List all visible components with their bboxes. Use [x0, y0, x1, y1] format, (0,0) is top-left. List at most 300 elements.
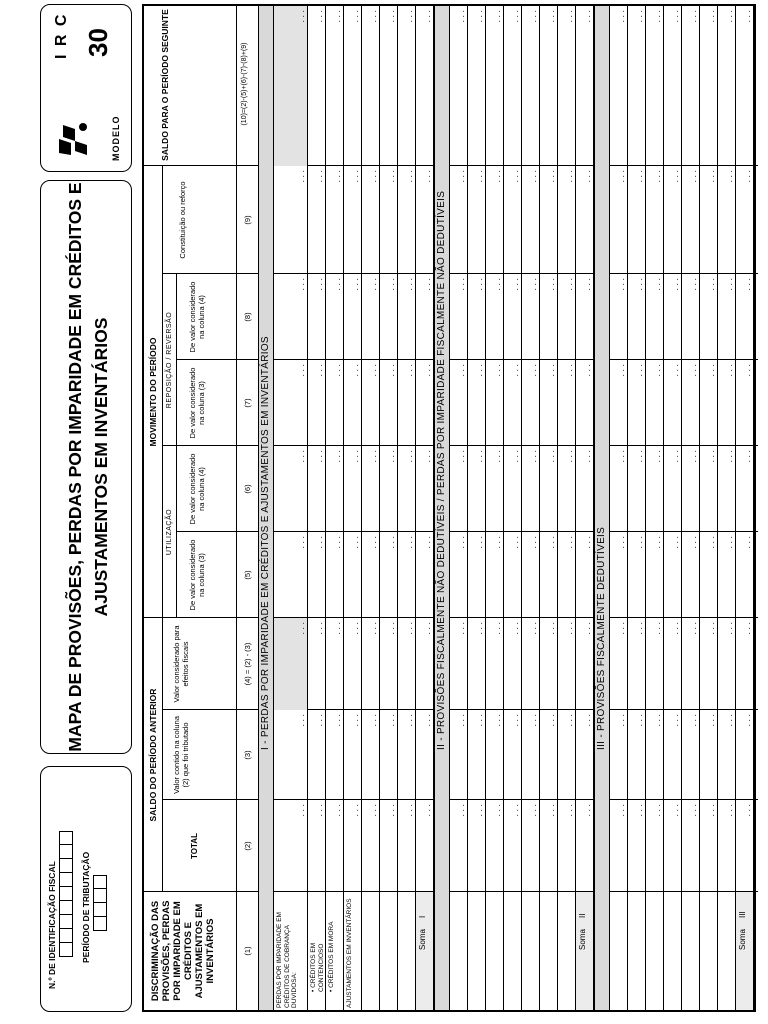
dot-leader: . . .	[456, 804, 466, 817]
input-cell[interactable]	[558, 448, 575, 530]
input-cell[interactable]	[344, 168, 361, 272]
input-cell[interactable]	[576, 168, 593, 272]
dot-leader: . . .	[350, 714, 360, 727]
input-cell[interactable]	[380, 168, 397, 272]
dot-leader: . . .	[652, 536, 662, 549]
input-cell[interactable]	[326, 8, 343, 164]
input-cell[interactable]	[380, 620, 397, 708]
input-cell[interactable]	[468, 168, 485, 272]
num3: (3)	[243, 750, 252, 760]
input-cell[interactable]	[610, 168, 627, 272]
input-cell[interactable]	[486, 712, 503, 798]
input-cell[interactable]	[610, 8, 627, 164]
dot-leader: . . .	[296, 364, 306, 377]
dot-leader: . . .	[404, 278, 414, 291]
dot-leader: . . .	[332, 536, 342, 549]
input-cell[interactable]	[504, 362, 521, 444]
input-cell[interactable]	[610, 276, 627, 358]
col7-header: De valor considerado na coluna (3)	[188, 367, 206, 439]
input-cell[interactable]	[558, 712, 575, 798]
input-cell[interactable]	[576, 8, 593, 164]
input-cell[interactable]	[326, 448, 343, 530]
input-cell[interactable]	[362, 448, 379, 530]
input-cell[interactable]	[486, 8, 503, 164]
input-cell[interactable]	[664, 620, 681, 708]
input-cell[interactable]	[540, 802, 557, 890]
nif-cells[interactable]	[59, 831, 73, 957]
input-cell[interactable]	[646, 712, 663, 798]
dot-leader: . . .	[742, 450, 752, 463]
input-cell[interactable]	[700, 168, 717, 272]
input-cell[interactable]	[486, 802, 503, 890]
input-cell[interactable]	[326, 168, 343, 272]
table-row	[362, 6, 380, 1010]
input-cell[interactable]	[504, 534, 521, 616]
input-cell[interactable]	[628, 802, 645, 890]
input-cell[interactable]	[540, 276, 557, 358]
input-cell[interactable]	[682, 712, 699, 798]
input-cell[interactable]	[344, 534, 361, 616]
input-cell[interactable]	[558, 620, 575, 708]
input-cell[interactable]	[736, 276, 753, 358]
input-cell[interactable]	[468, 620, 485, 708]
main-table	[142, 4, 756, 1012]
input-cell[interactable]	[522, 620, 539, 708]
input-cell[interactable]	[682, 362, 699, 444]
dot-leader: . . .	[546, 804, 556, 817]
input-cell[interactable]	[718, 8, 735, 164]
input-cell[interactable]	[646, 534, 663, 616]
input-cell[interactable]	[344, 802, 361, 890]
input-cell[interactable]	[274, 712, 307, 798]
input-cell[interactable]	[380, 448, 397, 530]
dot-leader: . . .	[652, 450, 662, 463]
input-cell[interactable]	[504, 802, 521, 890]
dot-leader: . . .	[688, 622, 698, 635]
input-cell[interactable]	[558, 534, 575, 616]
input-cell[interactable]	[522, 362, 539, 444]
input-cell[interactable]	[450, 448, 467, 530]
dot-leader: . . .	[422, 170, 432, 183]
input-cell[interactable]	[576, 802, 593, 890]
dot-leader: . . .	[742, 278, 752, 291]
soma-label: Soma	[738, 929, 747, 950]
input-cell[interactable]	[326, 534, 343, 616]
input-cell[interactable]	[416, 534, 433, 616]
dot-leader: . . .	[724, 622, 734, 635]
input-cell[interactable]	[308, 8, 325, 164]
dot-leader: . . .	[582, 804, 592, 817]
input-cell[interactable]	[664, 362, 681, 444]
dot-leader: . . .	[296, 10, 306, 23]
input-cell[interactable]	[416, 276, 433, 358]
dot-leader: . . .	[332, 804, 342, 817]
input-cell[interactable]	[682, 620, 699, 708]
input-cell[interactable]	[558, 802, 575, 890]
input-cell[interactable]	[326, 802, 343, 890]
input-cell[interactable]	[504, 620, 521, 708]
input-cell[interactable]	[558, 362, 575, 444]
input-cell[interactable]	[522, 534, 539, 616]
input-cell[interactable]	[646, 620, 663, 708]
input-cell[interactable]	[504, 168, 521, 272]
input-cell[interactable]	[398, 8, 415, 164]
input-cell[interactable]	[628, 362, 645, 444]
input-cell[interactable]	[274, 8, 307, 164]
periodo-cells[interactable]	[93, 875, 107, 931]
input-cell[interactable]	[700, 534, 717, 616]
input-cell[interactable]	[664, 8, 681, 164]
dot-leader: . . .	[616, 364, 626, 377]
col4-header: Valor considerado para efeitos fiscais	[172, 625, 190, 703]
input-cell[interactable]	[504, 8, 521, 164]
dot-leader: . . .	[742, 804, 752, 817]
input-cell[interactable]	[468, 448, 485, 530]
input-cell[interactable]	[380, 712, 397, 798]
dot-leader: . . .	[670, 536, 680, 549]
input-cell[interactable]	[664, 802, 681, 890]
input-cell[interactable]	[504, 448, 521, 530]
input-cell[interactable]	[274, 362, 307, 444]
input-cell[interactable]	[308, 620, 325, 708]
dot-leader: . . .	[422, 10, 432, 23]
input-cell[interactable]	[718, 168, 735, 272]
input-cell[interactable]	[628, 276, 645, 358]
input-cell[interactable]	[522, 448, 539, 530]
input-cell[interactable]	[344, 8, 361, 164]
dot-leader: . . .	[634, 170, 644, 183]
input-cell[interactable]	[628, 168, 645, 272]
dot-leader: . . .	[314, 622, 324, 635]
input-cell[interactable]	[736, 448, 753, 530]
input-cell[interactable]	[450, 276, 467, 358]
dot-leader: . . .	[652, 364, 662, 377]
input-cell[interactable]	[362, 802, 379, 890]
dot-leader: . . .	[742, 714, 752, 727]
modelo-label: MODELO	[111, 115, 121, 161]
input-cell[interactable]	[450, 362, 467, 444]
input-cell[interactable]	[468, 802, 485, 890]
input-cell[interactable]	[308, 448, 325, 530]
input-cell[interactable]	[308, 168, 325, 272]
input-cell[interactable]	[274, 276, 307, 358]
input-cell[interactable]	[398, 620, 415, 708]
input-cell[interactable]	[540, 620, 557, 708]
input-cell[interactable]	[380, 8, 397, 164]
dot-leader: . . .	[386, 622, 396, 635]
input-cell[interactable]	[416, 620, 433, 708]
dot-leader: . . .	[528, 622, 538, 635]
input-cell[interactable]	[540, 712, 557, 798]
input-cell[interactable]	[610, 448, 627, 530]
input-cell[interactable]	[718, 620, 735, 708]
input-cell[interactable]	[682, 276, 699, 358]
input-cell[interactable]	[362, 362, 379, 444]
input-cell[interactable]	[718, 448, 735, 530]
input-cell[interactable]	[646, 8, 663, 164]
row-ajustamentos-inventarios	[344, 6, 362, 1010]
input-cell[interactable]	[398, 362, 415, 444]
input-cell[interactable]	[398, 712, 415, 798]
input-cell[interactable]	[664, 534, 681, 616]
input-cell[interactable]	[718, 712, 735, 798]
dot-leader: . . .	[456, 10, 466, 23]
input-cell[interactable]	[700, 712, 717, 798]
input-cell[interactable]	[576, 620, 593, 708]
input-cell[interactable]	[628, 534, 645, 616]
input-cell[interactable]	[308, 534, 325, 616]
input-cell[interactable]	[362, 8, 379, 164]
input-cell[interactable]	[486, 362, 503, 444]
input-cell[interactable]	[486, 168, 503, 272]
input-cell[interactable]	[646, 276, 663, 358]
dot-leader: . . .	[652, 170, 662, 183]
input-cell[interactable]	[486, 448, 503, 530]
input-cell[interactable]	[468, 8, 485, 164]
dot-leader: . . .	[582, 278, 592, 291]
input-cell[interactable]	[522, 802, 539, 890]
input-cell[interactable]	[576, 448, 593, 530]
input-cell[interactable]	[646, 802, 663, 890]
dot-leader: . . .	[422, 278, 432, 291]
dot-leader: . . .	[706, 714, 716, 727]
input-cell[interactable]	[718, 276, 735, 358]
input-cell[interactable]	[540, 448, 557, 530]
nif-label: N.º DE IDENTIFICAÇÃO FISCAL	[47, 861, 57, 989]
input-cell[interactable]	[540, 534, 557, 616]
input-cell[interactable]	[664, 168, 681, 272]
dot-leader: . . .	[652, 278, 662, 291]
input-cell[interactable]	[576, 534, 593, 616]
input-cell[interactable]	[576, 712, 593, 798]
input-cell[interactable]	[628, 620, 645, 708]
input-cell[interactable]	[664, 448, 681, 530]
input-cell[interactable]	[682, 8, 699, 164]
input-cell[interactable]	[274, 448, 307, 530]
dot-leader: . . .	[314, 714, 324, 727]
input-cell[interactable]	[486, 620, 503, 708]
input-cell[interactable]	[540, 362, 557, 444]
section-2-band: II - PROVISÕES FISCALMENTE NÃO DEDUTÍVEIS / PERDAS POR IMPARIDADE FISCALMENTE NÃO DEDUTÍVEIS	[434, 6, 450, 1010]
input-cell[interactable]	[664, 276, 681, 358]
input-cell[interactable]	[398, 168, 415, 272]
input-cell[interactable]	[504, 712, 521, 798]
dot-leader: . . .	[368, 714, 378, 727]
dot-leader: . . .	[546, 278, 556, 291]
input-cell[interactable]	[416, 362, 433, 444]
input-cell[interactable]	[522, 8, 539, 164]
input-cell[interactable]	[308, 712, 325, 798]
input-cell[interactable]	[344, 362, 361, 444]
input-cell[interactable]	[326, 712, 343, 798]
input-cell[interactable]	[468, 362, 485, 444]
dot-leader: . . .	[404, 450, 414, 463]
input-cell[interactable]	[326, 276, 343, 358]
input-cell[interactable]	[522, 712, 539, 798]
dot-leader: . . .	[582, 714, 592, 727]
input-cell[interactable]	[362, 712, 379, 798]
input-cell[interactable]	[468, 276, 485, 358]
input-cell[interactable]	[380, 362, 397, 444]
input-cell[interactable]	[326, 362, 343, 444]
input-cell[interactable]	[540, 168, 557, 272]
input-cell[interactable]	[274, 620, 307, 708]
input-cell[interactable]	[718, 802, 735, 890]
input-cell[interactable]	[610, 534, 627, 616]
input-cell[interactable]	[274, 802, 307, 890]
input-cell[interactable]	[700, 620, 717, 708]
input-cell[interactable]	[682, 534, 699, 616]
dot-leader: . . .	[386, 804, 396, 817]
dot-leader: . . .	[546, 364, 556, 377]
input-cell[interactable]	[682, 802, 699, 890]
input-cell[interactable]	[380, 534, 397, 616]
input-cell[interactable]	[416, 448, 433, 530]
dot-leader: . . .	[546, 170, 556, 183]
dot-leader: . . .	[616, 170, 626, 183]
input-cell[interactable]	[522, 168, 539, 272]
input-cell[interactable]	[416, 802, 433, 890]
input-cell[interactable]	[736, 362, 753, 444]
input-cell[interactable]	[736, 8, 753, 164]
input-cell[interactable]	[344, 620, 361, 708]
input-cell[interactable]	[398, 448, 415, 530]
dot-leader: . . .	[670, 170, 680, 183]
dot-leader: . . .	[314, 10, 324, 23]
input-cell[interactable]	[380, 276, 397, 358]
input-cell[interactable]	[736, 802, 753, 890]
input-cell[interactable]	[450, 620, 467, 708]
input-cell[interactable]	[344, 276, 361, 358]
input-cell[interactable]	[700, 802, 717, 890]
input-cell[interactable]	[628, 448, 645, 530]
dot-leader: . . .	[670, 622, 680, 635]
input-cell[interactable]	[398, 534, 415, 616]
input-cell[interactable]	[664, 712, 681, 798]
input-cell[interactable]	[682, 448, 699, 530]
input-cell[interactable]	[450, 8, 467, 164]
input-cell[interactable]	[450, 534, 467, 616]
dot-leader: . . .	[564, 10, 574, 23]
id-box	[40, 766, 132, 1012]
input-cell[interactable]	[610, 802, 627, 890]
dot-leader: . . .	[386, 536, 396, 549]
input-cell[interactable]	[610, 362, 627, 444]
input-cell[interactable]	[504, 276, 521, 358]
dot-leader: . . .	[456, 450, 466, 463]
input-cell[interactable]	[736, 620, 753, 708]
input-cell[interactable]	[736, 168, 753, 272]
dot-leader: . . .	[706, 278, 716, 291]
input-cell[interactable]	[398, 276, 415, 358]
dot-leader: . . .	[350, 450, 360, 463]
input-cell[interactable]	[416, 168, 433, 272]
table-body	[258, 6, 754, 1010]
input-cell[interactable]	[682, 168, 699, 272]
input-cell[interactable]	[558, 276, 575, 358]
input-cell[interactable]	[326, 620, 343, 708]
input-cell[interactable]	[736, 712, 753, 798]
input-cell[interactable]	[380, 802, 397, 890]
input-cell[interactable]	[646, 448, 663, 530]
input-cell[interactable]	[362, 276, 379, 358]
dot-leader: . . .	[368, 170, 378, 183]
input-cell[interactable]	[736, 534, 753, 616]
input-cell[interactable]	[362, 534, 379, 616]
input-cell[interactable]	[416, 8, 433, 164]
dot-leader: . . .	[386, 10, 396, 23]
col5-header: De valor considerado na coluna (3)	[188, 539, 206, 611]
dot-leader: . . .	[616, 536, 626, 549]
input-cell[interactable]	[610, 712, 627, 798]
input-cell[interactable]	[274, 534, 307, 616]
dot-leader: . . .	[706, 536, 716, 549]
input-cell[interactable]	[450, 168, 467, 272]
soma-1-row	[416, 6, 434, 1010]
input-cell[interactable]	[700, 448, 717, 530]
input-cell[interactable]	[558, 168, 575, 272]
input-cell[interactable]	[468, 712, 485, 798]
dot-leader: . . .	[314, 450, 324, 463]
input-cell[interactable]	[344, 448, 361, 530]
input-cell[interactable]	[308, 276, 325, 358]
dot-leader: . . .	[296, 170, 306, 183]
input-cell[interactable]	[486, 534, 503, 616]
table-row	[558, 6, 576, 1010]
dot-leader: . . .	[422, 804, 432, 817]
input-cell[interactable]	[308, 362, 325, 444]
input-cell[interactable]	[486, 276, 503, 358]
soma-number: II	[578, 913, 587, 918]
dot-leader: . . .	[404, 622, 414, 635]
input-cell[interactable]	[610, 620, 627, 708]
input-cell[interactable]	[362, 620, 379, 708]
input-cell[interactable]	[718, 362, 735, 444]
input-cell[interactable]	[416, 712, 433, 798]
table-row	[504, 6, 522, 1010]
dot-leader: . . .	[670, 10, 680, 23]
input-cell[interactable]	[646, 362, 663, 444]
input-cell[interactable]	[468, 534, 485, 616]
input-cell[interactable]	[362, 168, 379, 272]
input-cell[interactable]	[700, 276, 717, 358]
input-cell[interactable]	[576, 362, 593, 444]
input-cell[interactable]	[628, 712, 645, 798]
dot-leader: . . .	[332, 10, 342, 23]
input-cell[interactable]	[344, 712, 361, 798]
saldo-header: SALDO DO PERÍODO ANTERIOR	[148, 688, 158, 822]
dot-leader: . . .	[456, 278, 466, 291]
input-cell[interactable]	[540, 8, 557, 164]
input-cell[interactable]	[274, 168, 307, 272]
input-cell[interactable]	[628, 8, 645, 164]
input-cell[interactable]	[700, 362, 717, 444]
input-cell[interactable]	[700, 8, 717, 164]
input-cell[interactable]	[398, 802, 415, 890]
input-cell[interactable]	[450, 802, 467, 890]
section-3-band: III - PROVISÕES FISCALMENTE DEDUTÍVEIS	[594, 6, 610, 1010]
input-cell[interactable]	[308, 802, 325, 890]
input-cell[interactable]	[646, 168, 663, 272]
input-cell[interactable]	[522, 276, 539, 358]
model-number: 30	[83, 28, 113, 57]
input-cell[interactable]	[558, 8, 575, 164]
input-cell[interactable]	[450, 712, 467, 798]
input-cell[interactable]	[718, 534, 735, 616]
col8-header: De valor considerado na coluna (4)	[188, 281, 206, 353]
num6: (6)	[243, 484, 252, 494]
input-cell[interactable]	[576, 276, 593, 358]
